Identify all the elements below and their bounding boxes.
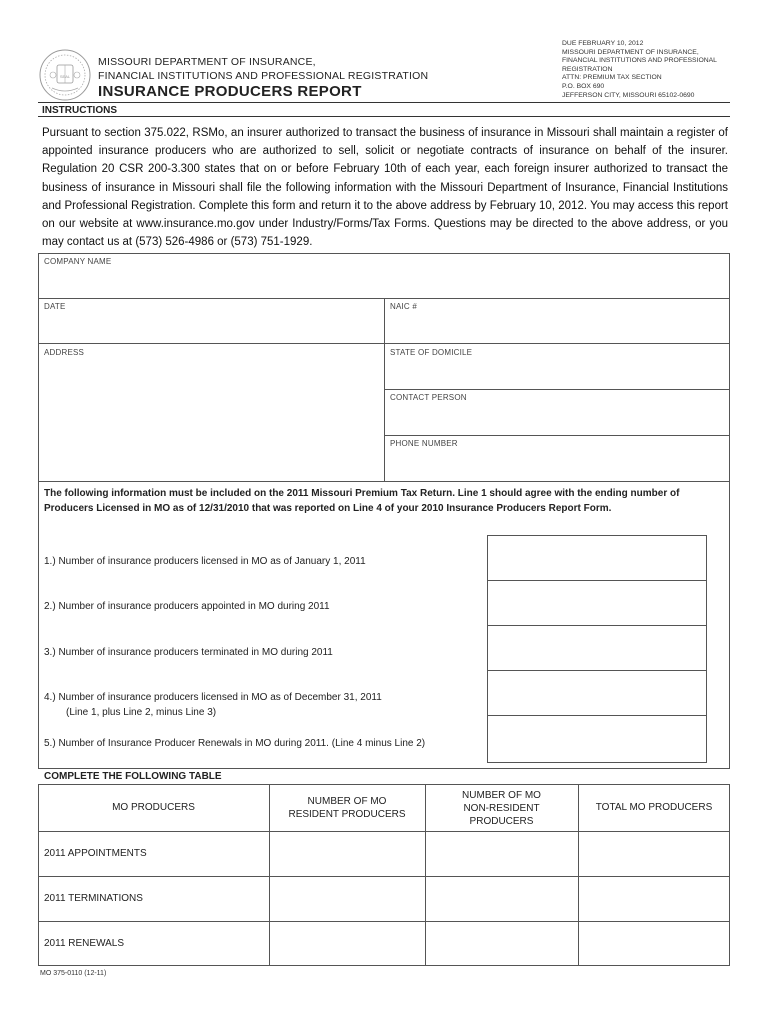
address-line: JEFFERSON CITY, MISSOURI 65102-0690 bbox=[562, 91, 695, 99]
question-2: 2.) Number of insurance producers appointed in MO during 2011 bbox=[44, 601, 330, 612]
dept-line-1: MISSOURI DEPARTMENT OF INSURANCE, bbox=[98, 56, 316, 68]
question-4: 4.) Number of insurance producers licensed in MO as of December 31, 2011 bbox=[44, 692, 382, 703]
row-renewals: 2011 RENEWALS bbox=[44, 938, 125, 949]
form-title: INSURANCE PRODUCERS REPORT bbox=[98, 83, 362, 100]
col-resident-producers: NUMBER OF MO RESIDENT PRODUCERS bbox=[288, 796, 406, 820]
address-line: FINANCIAL INSTITUTIONS AND PROFESSIONAL bbox=[562, 57, 717, 65]
table-heading: COMPLETE THE FOLLOWING TABLE bbox=[44, 771, 222, 782]
row-terminations: 2011 TERMINATIONS bbox=[44, 893, 143, 904]
mailing-address bbox=[562, 40, 717, 100]
department-name bbox=[98, 55, 428, 83]
col-nonresident-producers: NUMBER OF MO NON-RESIDENT PRODUCERS bbox=[462, 790, 541, 827]
cell-terminations-nonresident[interactable] bbox=[426, 877, 578, 921]
answer-box-1[interactable] bbox=[487, 535, 707, 582]
company-name-field[interactable] bbox=[38, 253, 730, 299]
instructions-text: Pursuant to section 375.022, RSMo, an insurer authorized to transact the business of insurance in Missouri shall maintain a register of appointed insurance producers who are authorized to sell, solicit or negotiate contracts of insurance on behalf of the insurer. Regulation 20 CSR 200-3.300 states that on or before February 10th of each year, each foreign insurer authorized to transact the business of insurance in Missouri shall file the following information with the Missouri Department of Insurance, Financial Institutions and Professional Registration. Complete this form and return it to the above address by February 10, 2012. You may access this report on our website at www.insurance.mo.gov under Industry/Forms/Tax Forms. Questions may be directed to the above address, or you may contact us at (573) 526-4986 or (573) 751-1929. bbox=[42, 127, 728, 249]
company-name-label: COMPANY NAME bbox=[44, 257, 112, 266]
date-label: DATE bbox=[44, 302, 66, 311]
cell-appointments-resident[interactable] bbox=[270, 832, 425, 876]
address-label: ADDRESS bbox=[44, 348, 85, 357]
instructions-heading: INSTRUCTIONS bbox=[38, 102, 730, 117]
address-line: P.O. BOX 690 bbox=[562, 82, 605, 90]
address-line: MISSOURI DEPARTMENT OF INSURANCE, bbox=[562, 48, 699, 56]
due-date: DUE FEBRUARY 10, 2012 bbox=[562, 40, 644, 47]
col-mo-producers: MO PRODUCERS bbox=[112, 802, 195, 813]
row-appointments: 2011 APPOINTMENTS bbox=[44, 848, 147, 859]
cell-renewals-resident[interactable] bbox=[270, 922, 425, 965]
cell-terminations-total[interactable] bbox=[579, 877, 729, 921]
cell-terminations-resident[interactable] bbox=[270, 877, 425, 921]
answer-box-4[interactable] bbox=[487, 670, 707, 717]
question-5: 5.) Number of Insurance Producer Renewals in MO during 2011. (Line 4 minus Line 2) bbox=[44, 738, 426, 749]
question-3: 3.) Number of insurance producers terminated in MO during 2011 bbox=[44, 647, 333, 658]
phone-number-label: PHONE NUMBER bbox=[390, 439, 458, 448]
col-total-producers: TOTAL MO PRODUCERS bbox=[595, 802, 713, 813]
state-of-domicile-label: STATE OF DOMICILE bbox=[390, 348, 473, 357]
answer-box-2[interactable] bbox=[487, 580, 707, 627]
answer-box-3[interactable] bbox=[487, 625, 707, 672]
form-number: MO 375-0110 (12-11) bbox=[40, 970, 107, 977]
cell-renewals-nonresident[interactable] bbox=[426, 922, 578, 965]
naic-label: NAIC # bbox=[390, 302, 417, 311]
question-4-note: (Line 1, plus Line 2, minus Line 3) bbox=[66, 707, 217, 718]
tax-return-notice: The following information must be included on the 2011 Missouri Premium Tax Return. Line 1 should agree with the ending number of Producers Licensed in MO as of 12/31/2010 that was reported on Line 4 of your 2010 Insurance Producers Report Form. bbox=[44, 488, 680, 514]
address-line: ATTN: PREMIUM TAX SECTION bbox=[562, 74, 662, 82]
svg-text:SEAL: SEAL bbox=[59, 74, 71, 79]
contact-person-label: CONTACT PERSON bbox=[390, 393, 467, 402]
address-line: REGISTRATION bbox=[562, 65, 613, 73]
question-1: 1.) Number of insurance producers licensed in MO as of January 1, 2011 bbox=[44, 556, 366, 567]
address-field[interactable] bbox=[38, 343, 385, 482]
cell-appointments-total[interactable] bbox=[579, 832, 729, 876]
answer-box-5[interactable] bbox=[487, 715, 707, 763]
date-field[interactable] bbox=[38, 298, 385, 344]
state-seal-icon bbox=[38, 48, 92, 102]
naic-field[interactable] bbox=[384, 298, 730, 344]
cell-renewals-total[interactable] bbox=[579, 922, 729, 965]
cell-appointments-nonresident[interactable] bbox=[426, 832, 578, 876]
dept-line-2: FINANCIAL INSTITUTIONS AND PROFESSIONAL REGISTRATION bbox=[98, 70, 429, 82]
